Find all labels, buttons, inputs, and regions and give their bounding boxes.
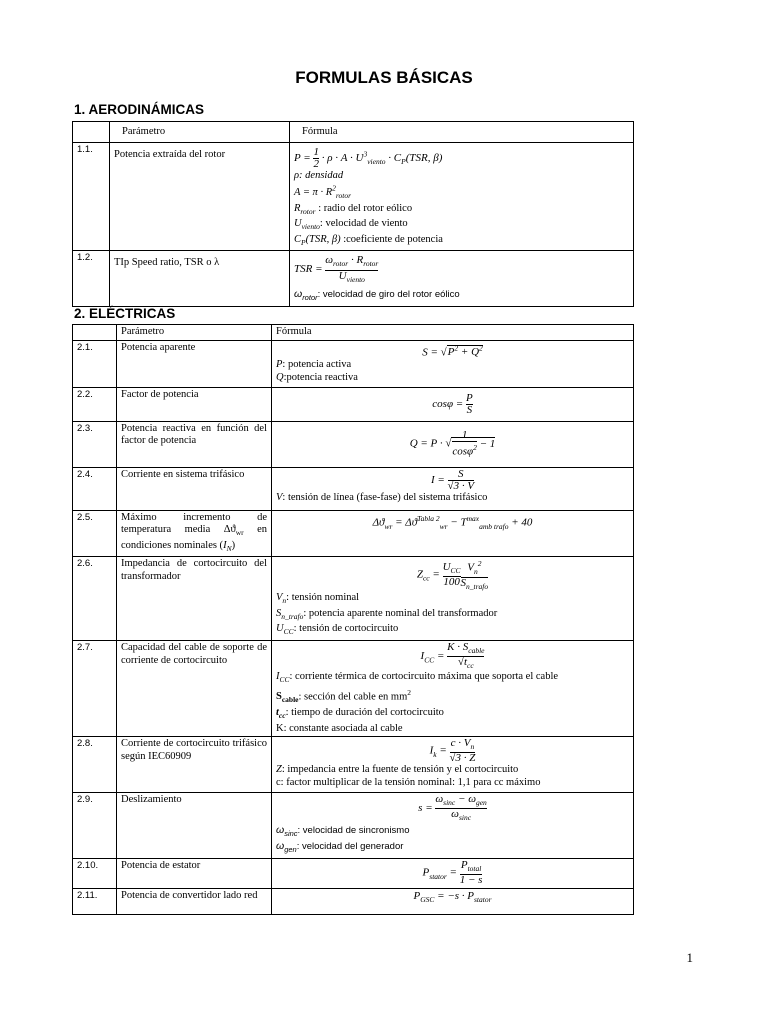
formula: $S = √P^2 + Q^2$: [422, 343, 483, 359]
row-parameter: Potencia de estator: [117, 858, 272, 888]
row-number: 2.8.: [73, 737, 117, 793]
row-number: 1.2.: [73, 251, 110, 307]
row-number: 2.10.: [73, 858, 117, 888]
row-formula: [272, 641, 634, 737]
formula: cosφ = $\frac{P}{S}$: [432, 391, 473, 416]
row-parameter: Potencia extraída del rotor: [110, 143, 290, 251]
table-row: [73, 793, 634, 859]
formula: P = $\frac{1}{2}$ · $\rho \cdot A \cdot U^3_{viento} \cdot C_P(TSR$, β): [294, 146, 443, 170]
row-formula: [272, 858, 634, 888]
row-formula: [272, 421, 634, 467]
row-formula: [272, 387, 634, 421]
row-number: 2.7.: [73, 641, 117, 737]
formula: s = $\frac{\omega_{sinc} - \omega_{gen}}{\omega_{sinc}}$: [418, 793, 487, 823]
col-header-formula: Fórmula: [290, 122, 634, 143]
row-formula: [272, 888, 634, 914]
row-formula: [272, 340, 634, 387]
row-parameter: Deslizamiento: [117, 793, 272, 859]
table-row: [73, 251, 634, 307]
row-formula: [272, 467, 634, 510]
formula: Q = P · √ $\frac{1}{\cos\varphi^2}$ − 1: [409, 429, 496, 458]
table-row: [73, 421, 634, 467]
row-number: 2.6.: [73, 557, 117, 641]
formula: I = $\frac{S}{√3 \cdot V}$: [430, 467, 475, 492]
page-title: FORMULAS BÁSICAS: [295, 68, 473, 87]
row-parameter: Impedancia de cortocircuito del transformador: [117, 557, 272, 641]
formula: $Z_{cc}$ = $\frac{U_{CC}}{100}$ $\frac{V_n^2}{S_{n\_trafo}}$: [416, 559, 489, 592]
table-row: [73, 387, 634, 421]
formula-description: V: tensión de línea (fase-fase) del sistema trifásico: [276, 491, 488, 503]
table-row: [73, 340, 634, 387]
row-parameter: Capacidad del cable de soporte de corriente de cortocircuito: [117, 641, 272, 737]
row-parameter: Corriente en sistema trifásico: [117, 467, 272, 510]
row-formula: [272, 557, 634, 641]
electricas-table: [72, 324, 634, 915]
page-number: 1: [686, 950, 693, 965]
section-heading-aerodinamicas: 1. AERODINÁMICAS: [74, 102, 205, 117]
table-row: [73, 641, 634, 737]
col-header-formula: Fórmula: [272, 325, 634, 341]
col-header-parametro: Parámetro: [117, 325, 272, 341]
table-row: [73, 557, 634, 641]
formula-description: P: potencia activa Q:potencia reactiva: [276, 359, 358, 383]
table-row: [73, 888, 634, 914]
formula: TSR = $\frac{\omega_{rotor} \cdot R_{rotor}}{U_{viento}}$: [294, 254, 379, 284]
formula-description: ρ: densidad $A = \pi \cdot R^2_{rotor}$ $R_{rotor}$ : radio del rotor eólico $U_{viento}$: velocidad de viento $C_P(TSR$, β) :coeficiente de potencia: [294, 170, 443, 247]
row-parameter: Corriente de cortocircuito trifásico según IEC60909: [117, 737, 272, 793]
row-parameter: Potencia aparente: [117, 340, 272, 387]
row-number: 1.1.: [73, 143, 110, 251]
table-row: [73, 467, 634, 510]
col-header-parametro: Parámetro: [110, 122, 290, 143]
formula: $P_{stator}$ = $\frac{P_{total}}{1 - s}$: [422, 858, 483, 886]
row-number: 2.3.: [73, 421, 117, 467]
row-formula: [272, 737, 634, 793]
row-parameter: Potencia de convertidor lado red: [117, 888, 272, 914]
row-number: 2.1.: [73, 340, 117, 387]
row-parameter: Factor de potencia: [117, 387, 272, 421]
formula-description: $I_{CC}$: corriente térmica de cortocircuito máxima que soporta el cable $S_{cable}$: sección del cable en $mm^2$ $t_{cc}$: tiempo de duración del cortocircuito K: constante asociada al cable: [276, 671, 559, 734]
row-number: 2.5.: [73, 510, 117, 557]
row-parameter: Potencia reactiva en función del factor de potencia: [117, 421, 272, 467]
formula-description: Z: impedancia entre la fuente de tensión y el cortocircuito c: factor multiplicar de la tensión nominal: 1,1 para cc máximo: [276, 764, 541, 788]
row-number: 2.2.: [73, 387, 117, 421]
section-heading-electricas: 2. ELÉCTRICAS: [74, 306, 176, 321]
aerodinamicas-table: [72, 121, 634, 307]
formula: $I_k$ = $\frac{c \cdot V_n}{√3 \cdot Z}$: [429, 737, 476, 765]
row-number: 2.11.: [73, 888, 117, 914]
row-parameter: Máximo incremento de temperatura media $\Delta ϑ_{wr}$ en condiciones nominales $(I_N)$: [117, 510, 272, 557]
formula-description: $V_n$: tensión nominal $S_{n\_trafo}$: potencia aparente nominal del transformador $U_{CC}$: tensión de cortocircuito: [276, 592, 498, 637]
formula-description: $\omega_{rotor}$: velocidad de giro del rotor eólico: [294, 287, 460, 302]
table-row: [73, 737, 634, 793]
formula: $\Delta ϑ_{wr} = \Delta ϑ^{Tabla 2}_{wr} - T^{max}_{amb trafo} + 40$: [372, 513, 533, 531]
table-row: [73, 510, 634, 557]
row-formula: [272, 793, 634, 859]
row-number: 2.9.: [73, 793, 117, 859]
table-row: [73, 143, 634, 251]
row-formula: [290, 143, 634, 251]
row-number: 2.4.: [73, 467, 117, 510]
table-row: [73, 858, 634, 888]
row-formula: [290, 251, 634, 307]
formula: $I_{CC}$ = $\frac{K \cdot S_{cable}}{√t_{cc}}$: [420, 641, 485, 671]
formula-description: $\omega_{sinc}$: velocidad de sincronismo $\omega_{gen}$: velocidad del generador: [276, 823, 410, 855]
formula: $P_{GSC} = -s \cdot P_{stator}$: [413, 889, 492, 904]
row-parameter: TIp Speed ratio, TSR o λ: [110, 251, 290, 307]
row-formula: [272, 510, 634, 557]
